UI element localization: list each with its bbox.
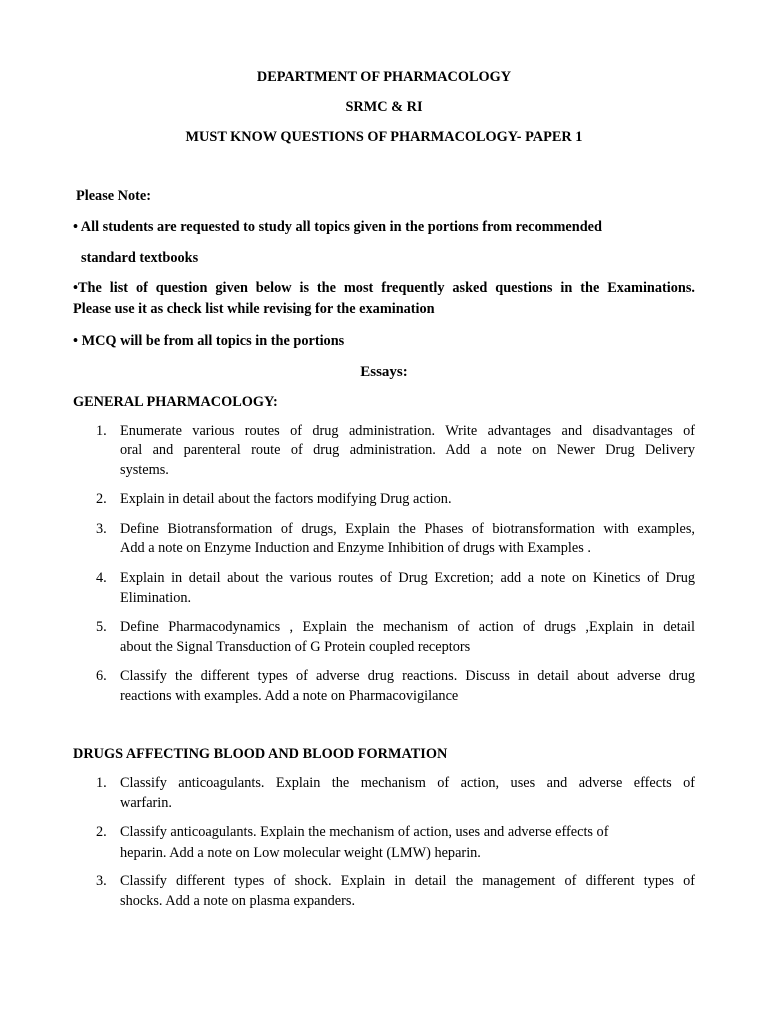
- institution-heading: SRMC & RI: [345, 99, 423, 115]
- item-number: 2.: [96, 491, 107, 507]
- item-text-line: reactions with examples. Add a note on Pharmacovigilance: [120, 688, 459, 704]
- note-bullet-3: • MCQ will be from all topics in the portions: [73, 333, 345, 349]
- department-heading: DEPARTMENT OF PHARMACOLOGY: [256, 69, 512, 85]
- item-number: 1.: [96, 423, 107, 439]
- item-text-line: Define Pharmacodynamics , Explain the mechanism of action of drugs ,Explain in detail: [120, 619, 695, 635]
- item-number: 6.: [96, 668, 107, 684]
- item-number: 3.: [96, 873, 107, 889]
- item-text-line: Classify the different types of adverse drug reactions. Discuss in detail about adverse drug: [120, 668, 695, 684]
- item-text-line: Enumerate various routes of drug administration. Write advantages and disadvantages of: [120, 423, 695, 439]
- item-text-line: Define Biotransformation of drugs, Explain the Phases of biotransformation with examples,: [120, 521, 695, 537]
- note-bullet-2: •The list of question given below is the most frequently asked questions in the Examinations.: [73, 280, 695, 296]
- item-text-line: Elimination.: [120, 590, 192, 606]
- item-text-line: about the Signal Transduction of G Protein coupled receptors: [120, 639, 471, 655]
- item-number: 4.: [96, 570, 107, 586]
- section-heading-general-pharmacology: GENERAL PHARMACOLOGY:: [73, 394, 278, 410]
- item-number: 3.: [96, 521, 107, 537]
- item-number: 2.: [96, 824, 107, 840]
- item-text-line: Classify different types of shock. Explain in detail the management of different types of: [120, 873, 695, 889]
- note-bullet-1: • All students are requested to study all topics given in the portions from recommended: [73, 219, 602, 235]
- item-text-line: Add a note on Enzyme Induction and Enzyme Inhibition of drugs with Examples .: [120, 540, 591, 556]
- item-text-line: Explain in detail about the various routes of Drug Excretion; add a note on Kinetics of Drug: [120, 570, 695, 586]
- item-number: 5.: [96, 619, 107, 635]
- essays-heading: Essays:: [360, 364, 408, 380]
- item-text-line: oral and parenteral route of drug administration. Add a note on Newer Drug Delivery: [120, 442, 695, 458]
- item-text-line: shocks. Add a note on plasma expanders.: [120, 893, 356, 909]
- item-text-line: heparin. Add a note on Low molecular weight (LMW) heparin.: [120, 845, 481, 861]
- item-text-line: warfarin.: [120, 795, 172, 811]
- item-text-line: Explain in detail about the factors modifying Drug action.: [120, 491, 452, 507]
- item-text-line: Classify anticoagulants. Explain the mechanism of action, uses and adverse effects of: [120, 824, 609, 840]
- item-number: 1.: [96, 775, 107, 791]
- item-text-line: systems.: [120, 462, 169, 478]
- note-bullet-2-continued: Please use it as check list while revising for the examination: [73, 301, 435, 317]
- note-heading: Please Note:: [76, 188, 152, 204]
- document-title: MUST KNOW QUESTIONS OF PHARMACOLOGY- PAPER 1: [185, 129, 583, 145]
- section-heading-blood-drugs: DRUGS AFFECTING BLOOD AND BLOOD FORMATION: [73, 746, 448, 762]
- item-text-line: Classify anticoagulants. Explain the mechanism of action, uses and adverse effects of: [120, 775, 695, 791]
- note-bullet-1-continued: standard textbooks: [81, 250, 199, 266]
